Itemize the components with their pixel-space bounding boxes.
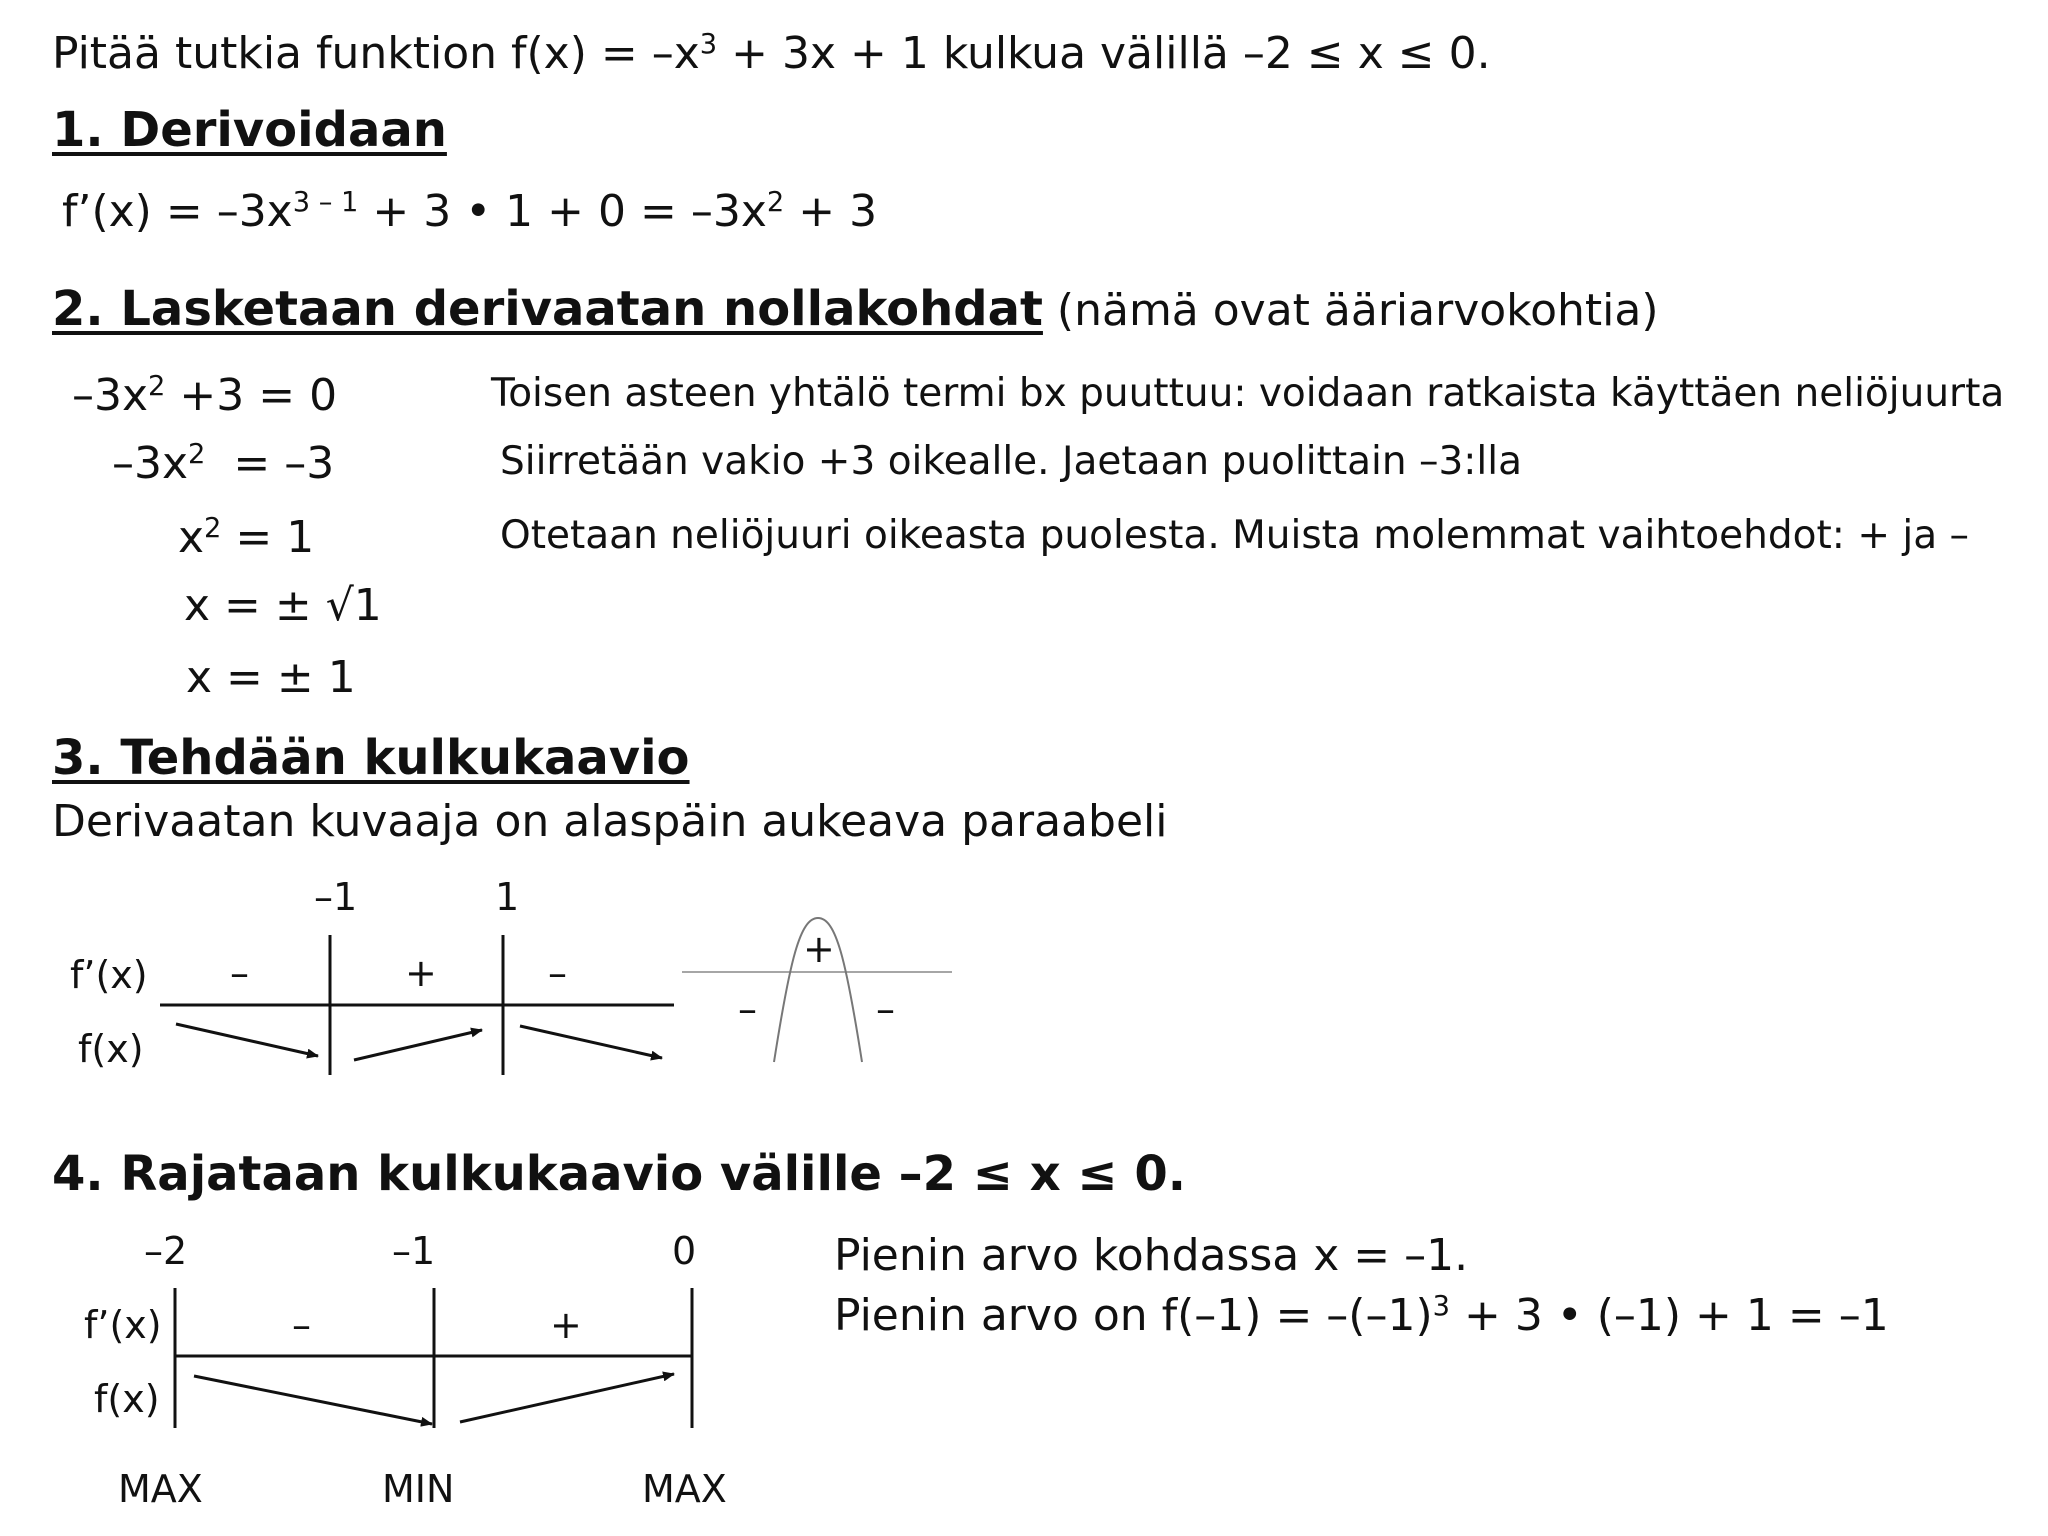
result-exponent: 3	[1432, 1291, 1450, 1322]
formula-part: + 3	[784, 186, 878, 237]
equation-row-4: x = ± √1	[184, 580, 382, 631]
sign-label: –	[230, 951, 249, 995]
sign-label: –	[548, 951, 567, 995]
function-row-label: f(x)	[94, 1377, 160, 1421]
interval-point-label: –2	[144, 1229, 188, 1273]
result-line-1: Pienin arvo kohdassa x = –1.	[834, 1230, 1469, 1281]
formula-part: f’(x) = –3x	[62, 186, 293, 237]
equation-exponent: 2	[148, 371, 166, 402]
intro-text-end: + 3x + 1 kulkua välillä –2 ≤ x ≤ 0.	[717, 28, 1491, 79]
formula-part: + 3 • 1 + 0 = –3x	[358, 186, 767, 237]
extremum-label: MAX	[642, 1467, 727, 1511]
derivative-row-label: f’(x)	[84, 1303, 162, 1347]
equation-comment-2: Siirretään vakio +3 oikealle. Jaetaan puolittain –3:lla	[500, 439, 1522, 484]
critical-point-label: –1	[314, 875, 358, 919]
increasing-arrow	[460, 1374, 674, 1422]
derivative-row-label: f’(x)	[70, 953, 148, 997]
equation-text: –3x	[112, 438, 189, 489]
step2-note: (nämä ovat ääriarvokohtia)	[1042, 285, 1659, 336]
equation-text: +3 = 0	[165, 370, 338, 421]
interval-point-label: –1	[392, 1229, 436, 1273]
decreasing-arrow	[194, 1376, 432, 1424]
equation-exponent: 2	[204, 513, 222, 544]
interval-point-label: 0	[672, 1229, 697, 1273]
equation-text: = –3	[205, 438, 335, 489]
parabola-sign-left: –	[738, 987, 757, 1031]
result-text: Pienin arvo on f(–1) = –(–1)	[834, 1290, 1433, 1341]
sign-label: –	[292, 1303, 311, 1347]
step4-heading: 4. Rajataan kulkukaavio välille –2 ≤ x ≤ 0.	[52, 1146, 1186, 1202]
result-line-2	[834, 1290, 1889, 1341]
equation-text: –3x	[72, 370, 149, 421]
extremum-label: MAX	[118, 1467, 203, 1511]
intro-text: Pitää tutkia funktion f(x) = –x	[52, 28, 700, 79]
equation-comment-3: Otetaan neliöjuuri oikeasta puolesta. Muista molemmat vaihtoehdot: + ja –	[500, 513, 1970, 558]
equation-exponent: 2	[188, 439, 206, 470]
critical-point-label: 1	[495, 875, 520, 919]
formula-exponent: 3 – 1	[292, 187, 359, 218]
step3-heading: 3. Tehdään kulkukaavio	[52, 730, 690, 786]
equation-text: = 1	[221, 512, 315, 563]
formula-exponent: 2	[766, 187, 785, 218]
sign-label: +	[405, 951, 437, 995]
sign-label: +	[550, 1303, 582, 1347]
extremum-label: MIN	[382, 1467, 455, 1511]
step3-description: Derivaatan kuvaaja on alaspäin aukeava paraabeli	[52, 796, 1168, 847]
equation-comment-1: Toisen asteen yhtälö termi bx puuttuu: voidaan ratkaista käyttäen neliöjuurta	[491, 371, 2005, 416]
step1-heading: 1. Derivoidaan	[52, 102, 447, 158]
equation-text: x	[178, 512, 205, 563]
function-row-label: f(x)	[78, 1027, 144, 1071]
intro-exponent: 3	[699, 29, 718, 60]
parabola-sign-right: –	[876, 987, 895, 1031]
parabola-sign-top: +	[803, 927, 835, 971]
step2-heading: 2. Lasketaan derivaatan nollakohdat	[52, 281, 1043, 337]
result-text: + 3 • (–1) + 1 = –1	[1449, 1290, 1889, 1341]
equation-row-5: x = ± 1	[186, 652, 356, 703]
